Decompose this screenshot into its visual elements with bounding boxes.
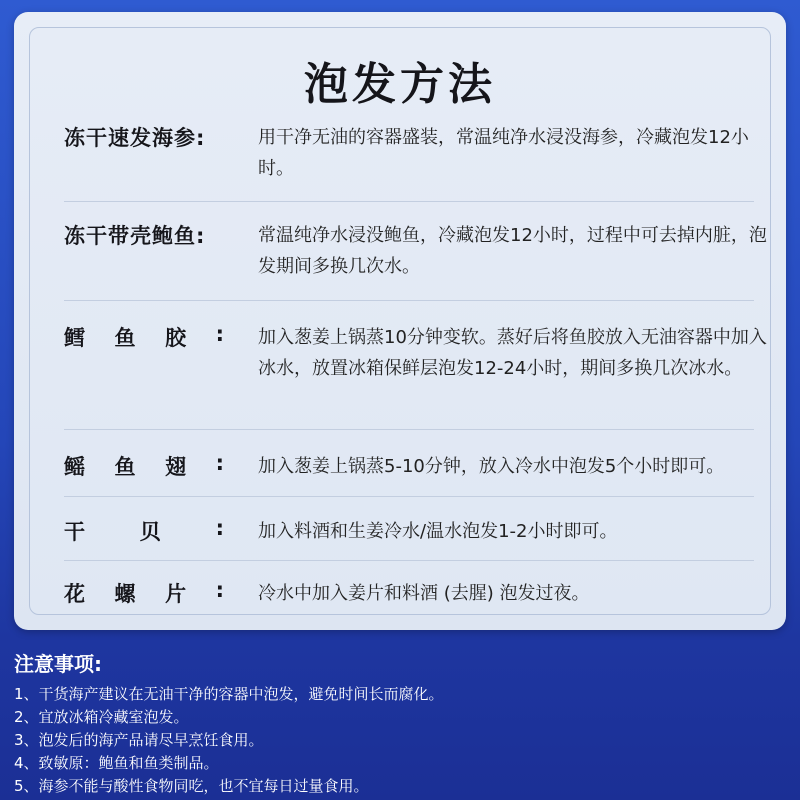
divider	[64, 201, 754, 202]
note-item: 5、海参不能与酸性食物同吃，也不宜每日过量食用。	[14, 777, 369, 795]
row-label-char: 胶	[165, 326, 187, 350]
divider	[64, 300, 754, 301]
row-description: 加入葱姜上锅蒸5-10分钟，放入冷水中泡发5个小时即可。	[258, 456, 725, 477]
method-card	[14, 12, 786, 630]
row-label	[64, 220, 224, 250]
row-label-char: 花	[64, 582, 85, 606]
row-label-char: 片	[165, 582, 187, 606]
row-label-char: 螺	[114, 582, 136, 606]
row-label-char: 贝	[139, 520, 161, 544]
divider	[64, 429, 754, 430]
page-title: 泡发方法	[304, 59, 496, 110]
method-card-inner	[29, 27, 771, 615]
row-label-text: 冻干速发海参:	[64, 126, 206, 150]
row-label-text: 冻干带壳鲍鱼:	[64, 224, 206, 248]
row-label	[64, 516, 224, 546]
divider	[64, 496, 754, 497]
row-label-char: 鱼	[114, 455, 136, 479]
row-label-char: 鳐	[64, 455, 85, 479]
row-label	[64, 122, 224, 152]
note-item: 4、致敏原：鲍鱼和鱼类制品。	[14, 754, 219, 772]
note-item: 1、干货海产建议在无油干净的容器中泡发，避免时间长而腐化。	[14, 685, 444, 703]
row-label	[64, 578, 224, 608]
row-description: 加入料酒和生姜冷水/温水泡发1-2小时即可。	[258, 521, 618, 542]
row-label-char: 鱼	[114, 326, 136, 350]
row-label-char: :	[215, 322, 224, 346]
note-item: 2、宜放冰箱冷藏室泡发。	[14, 708, 189, 726]
row-label-char: 鳕	[64, 326, 85, 350]
row-label	[64, 451, 224, 481]
note-item: 3、泡发后的海产品请尽早烹饪食用。	[14, 731, 264, 749]
row-description: 用干净无油的容器盛装，常温纯净水浸没海参，冷藏泡发12小时。	[258, 127, 749, 179]
row-label-char: 干	[64, 520, 85, 544]
row-label-char: 翅	[165, 455, 187, 479]
row-description: 冷水中加入姜片和料酒 (去腥) 泡发过夜。	[258, 583, 590, 604]
row-description: 加入葱姜上锅蒸10分钟变软。蒸好后将鱼胶放入无油容器中加入冰水，放置冰箱保鲜层泡发12-24小时，期间多换几次冰水。	[258, 327, 767, 379]
divider	[64, 560, 754, 561]
row-label-char: :	[215, 578, 224, 602]
notes-heading: 注意事项:	[14, 652, 102, 676]
row-label-char: :	[215, 451, 224, 475]
row-label	[64, 322, 224, 352]
row-description: 常温纯净水浸没鲍鱼，冷藏泡发12小时，过程中可去掉内脏，泡发期间多换几次水。	[258, 225, 767, 277]
row-label-char: :	[215, 516, 224, 540]
